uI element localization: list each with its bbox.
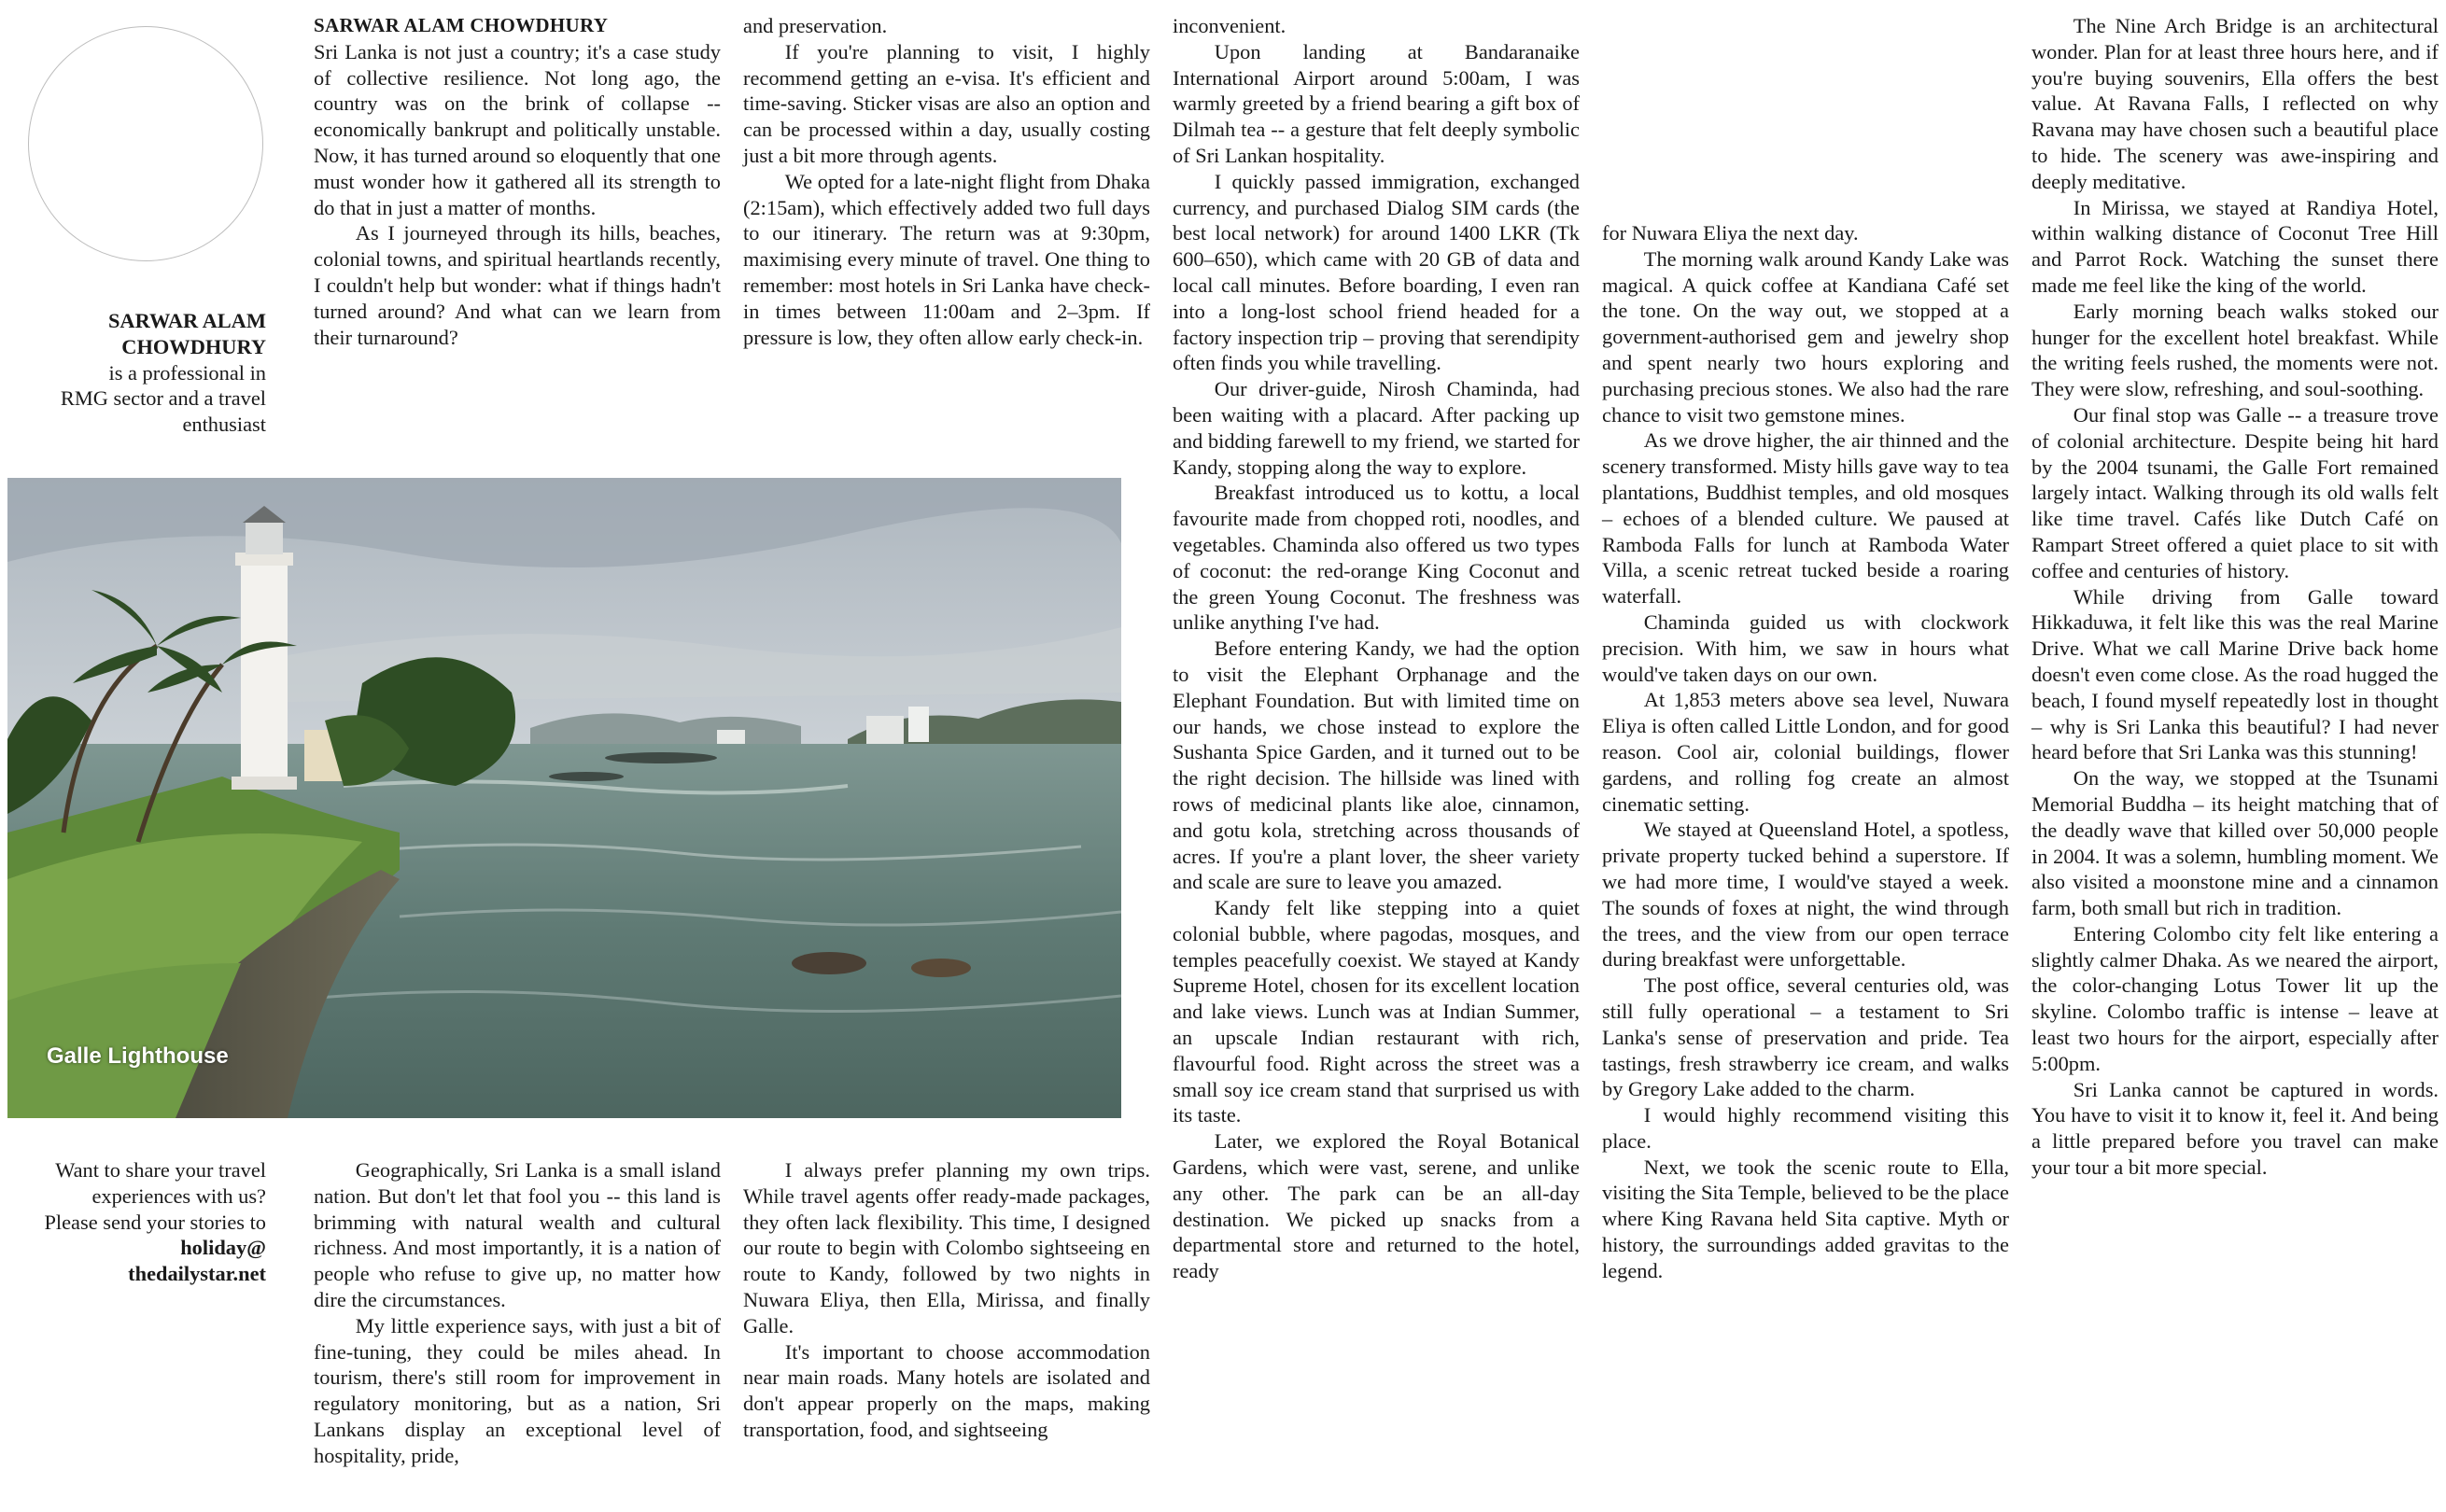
paragraph: We stayed at Queensland Hotel, a spotless, private property tucked behind a superstore. If we had more time, I would've stayed a week. The sounds of foxes at night, the wind through the trees, and the view from our open terrace during breakfast were unforgettable. (1602, 818, 2009, 972)
paragraph: The morning walk around Kandy Lake was magical. A quick coffee at Kandiana Café set the tone. On the way out, we stopped at a government-authorised gem and jewelry shop and spent nearly two hours exploring and purchasing precious stones. We also had the rare chance to visit two gemstone mines. (1602, 246, 2009, 427)
article-column-5 (2031, 13, 2439, 1181)
author-photo-placeholder (28, 26, 263, 261)
paragraph: Early morning beach walks stoked our hunger for the excellent hotel breakfast. While the writing feels rushed, the moments were not. They were slow, refreshing, and soul-soothing. (2031, 299, 2439, 401)
paragraph: inconvenient. (1173, 14, 1286, 37)
paragraph: Before entering Kandy, we had the option to visit the Elephant Orphanage and the Elephant Foundation. But with limited time on our hands, we chose instead to explore the Sushanta Spice Garden, and it turned out to be the right decision. The hillside was lined with rows of medicinal plants like aloe, cinnamon, and gotu kola, stretching across thousands of acres. If you're a plant lover, the sheer variety and scale are sure to leave you amazed. (1173, 637, 1580, 894)
paragraph: Breakfast introduced us to kottu, a local favourite made from chopped roti, noodles, and vegetables. Chaminda also offered us two types of coconut: the red-orange King Coconut and the green Young Coconut. The freshness was unlike anything I've had. (1173, 481, 1580, 635)
article-column-2-top (743, 13, 1150, 350)
photo-caption: Galle Lighthouse (47, 1043, 229, 1069)
galle-lighthouse-photo (7, 478, 1121, 1118)
paragraph: The post office, several centuries old, was still fully operational – a testament to Sri Lanka's sense of preservation and pride. Tea tastings, fresh strawberry ice cream, and walks by Gregory Lake added to the charm. (1602, 973, 2009, 1101)
paragraph: I would highly recommend visiting this place. (1602, 1103, 2009, 1153)
paragraph: At 1,853 meters above sea level, Nuwara Eliya is often called Little London, and for good reason. Cool air, colonial buildings, flower gardens, and rolling fog create an almost cinematic setting. (1602, 688, 2009, 816)
paragraph: We opted for a late-night flight from Dhaka (2:15am), which effectively added two full days to our itinerary. The return was at 9:30pm, maximising every minute of travel. One thing to remember: most hotels in Sri Lanka have check-in times between 11:00am and 2–3pm. If pressure is low, they often allow early check-in. (743, 169, 1150, 349)
author-bio (56, 308, 266, 438)
paragraph: and preservation. (743, 14, 888, 37)
paragraph: The Nine Arch Bridge is an architectural wonder. Plan for at least three hours here, and if you're buying souvenirs, Ella offers the best value. At Ravana Falls, I reflected on why Ravana may have chosen such a beautiful place to hide. The scenery was awe-inspiring and deeply meditative. (2031, 14, 2439, 193)
article-column-3 (1173, 13, 1580, 1284)
paragraph: Our driver-guide, Nirosh Chaminda, had been waiting with a placard. After packing up and bidding farewell to my friend, we started for Kandy, stopping along the way to explore. (1173, 377, 1580, 479)
paragraph: My little experience says, with just a bit of fine-tuning, they could be miles ahead. In tourism, there's still room for improvement in regulatory monitoring, but as a nation, Sri Lankans display an exceptional level of hospitality, pride, (314, 1313, 721, 1467)
paragraph: for Nuwara Eliya the next day. (1602, 221, 1859, 245)
paragraph: On the way, we stopped at the Tsunami Memorial Buddha – its height matching that of the deadly wave that killed over 50,000 people in 2004. It was a solemn, humbling moment. We also visited a moonstone mine and a cinnamon farm, both small but rich in tradition. (2031, 766, 2439, 920)
paragraph: Geographically, Sri Lanka is a small island nation. But don't let that fool you -- this land is brimming with natural wealth and cultural richness. And most importantly, it is a nation of people who refuse to give up, no matter how dire the circumstances. (314, 1158, 721, 1311)
paragraph: Chaminda guided us with clockwork precision. With him, we saw in hours what would've taken days on our own. (1602, 609, 2009, 686)
article-column-4 (1602, 220, 2009, 1284)
paragraph: I always prefer planning my own trips. While travel agents offer ready-made packages, they often lack flexibility. This time, I designed our route to begin with Colombo sightseeing en route to Kandy, followed by two nights in Nuwara Eliya, then Ella, Mirissa, and finally Galle. (743, 1158, 1150, 1337)
paragraph: Entering Colombo city felt like entering a slightly calmer Dhaka. As we neared the airport, the color-changing Lotus Tower lit up the skyline. Colombo traffic is intense – leave at least two hours for the airport, especially after 5:00pm. (2031, 921, 2439, 1075)
paragraph: I quickly passed immigration, exchanged currency, and purchased Dialog SIM cards (the best local network) for around 1400 LKR (Tk 600–650), which came with 20 GB of data and local call minutes. Before boarding, I even ran into a long-lost school friend headed for a factory inspection trip – proving that serendipity often finds you while travelling. (1173, 169, 1580, 375)
share-text: Want to share your travel experiences with us? Please send your stories to (44, 1158, 266, 1234)
paragraph: While driving from Galle toward Hikkaduwa, it felt like this was the real Marine Drive. What we call Marine Drive back home doesn't even come close. As the road hugged the beach, I found myself repeatedly lost in thought – why is Sri Lanka this beautiful? I had never heard before that Sri Lanka was this stunning! (2031, 584, 2439, 764)
author-bio-text: is a professional in RMG sector and a travel enthusiast (60, 360, 266, 437)
photo-illustration (7, 478, 1121, 1118)
share-stories-box (37, 1157, 266, 1287)
author-bio-name: SARWAR ALAM CHOWDHURY (107, 309, 266, 358)
paragraph: Next, we took the scenic route to Ella, visiting the Sita Temple, believed to be the place where King Ravana held Sita captive. Myth or history, the surroundings added gravitas to the legend. (1602, 1155, 2009, 1282)
article-column-1-bottom (314, 1157, 721, 1469)
paragraph: Sri Lanka cannot be captured in words. You have to visit it to know it, feel it. And being a little prepared before you travel can make your tour a bit more special. (2031, 1077, 2439, 1180)
paragraph: In Mirissa, we stayed at Randiya Hotel, within walking distance of Coconut Tree Hill and Parrot Rock. Watching the sunset there made me feel like the king of the world. (2031, 195, 2439, 297)
paragraph: As we drove higher, the air thinned and the scenery transformed. Misty hills gave way to tea plantations, Buddhist temples, and old mosques – echoes of a blended culture. We paused at Ramboda Falls for lunch at Ramboda Water Villa, a scenic retreat tucked beside a roaring waterfall. (1602, 428, 2009, 609)
paragraph: Sri Lanka is not just a country; it's a case study of collective resilience. Not long ago, the country was on the brink of collapse -- economically bankrupt and politically unstable. Now, it has turned around so eloquently that one must wonder how it gathered all its strength to do that in just a matter of months. (314, 39, 721, 219)
article-column-1-top (314, 13, 721, 350)
share-email[interactable]: holiday@ thedailystar.net (128, 1236, 266, 1286)
paragraph: If you're planning to visit, I highly recommend getting an e-visa. It's efficient and time-saving. Sticker visas are also an option and can be processed within a day, usually costing just a bit more through agents. (743, 39, 1150, 167)
paragraph: It's important to choose accommodation near main roads. Many hotels are isolated and don't appear properly on the maps, making transportation, food, and sightseeing (743, 1339, 1150, 1441)
paragraph: Our final stop was Galle -- a treasure trove of colonial architecture. Despite being hit hard by the 2004 tsunami, the Galle Fort remained largely intact. Walking through its old walls felt like time travel. Cafés like Dutch Café on Rampart Street offered a quiet place to sit with coffee and centuries of history. (2031, 402, 2439, 582)
paragraph: Upon landing at Bandaranaike International Airport around 5:00am, I was warmly greeted by a friend bearing a gift box of Dilmah tea -- a gesture that felt deeply symbolic of Sri Lankan hospitality. (1173, 39, 1580, 167)
paragraph: As I journeyed through its hills, beaches, colonial towns, and spiritual heartlands recently, I couldn't help but wonder: what if things hadn't turned around? And what can we learn from their turnaround? (314, 221, 721, 349)
author-byline: SARWAR ALAM CHOWDHURY (314, 14, 609, 36)
paragraph: Later, we explored the Royal Botanical Gardens, which were vast, serene, and unlike any other. The park can be an all-day destination. We picked up snacks from a departmental store and returned to the hotel, ready (1173, 1129, 1580, 1283)
paragraph: Kandy felt like stepping into a quiet colonial bubble, where pagodas, mosques, and temples peacefully coexist. We stayed at Kandy Supreme Hotel, chosen for its excellent location and lake views. Lunch was at Indian Summer, an upscale Indian restaurant with rich, flavourful food. Right across the street was a small soy ice cream stand that surprised us with its taste. (1173, 896, 1580, 1127)
article-column-2-bottom (743, 1157, 1150, 1443)
